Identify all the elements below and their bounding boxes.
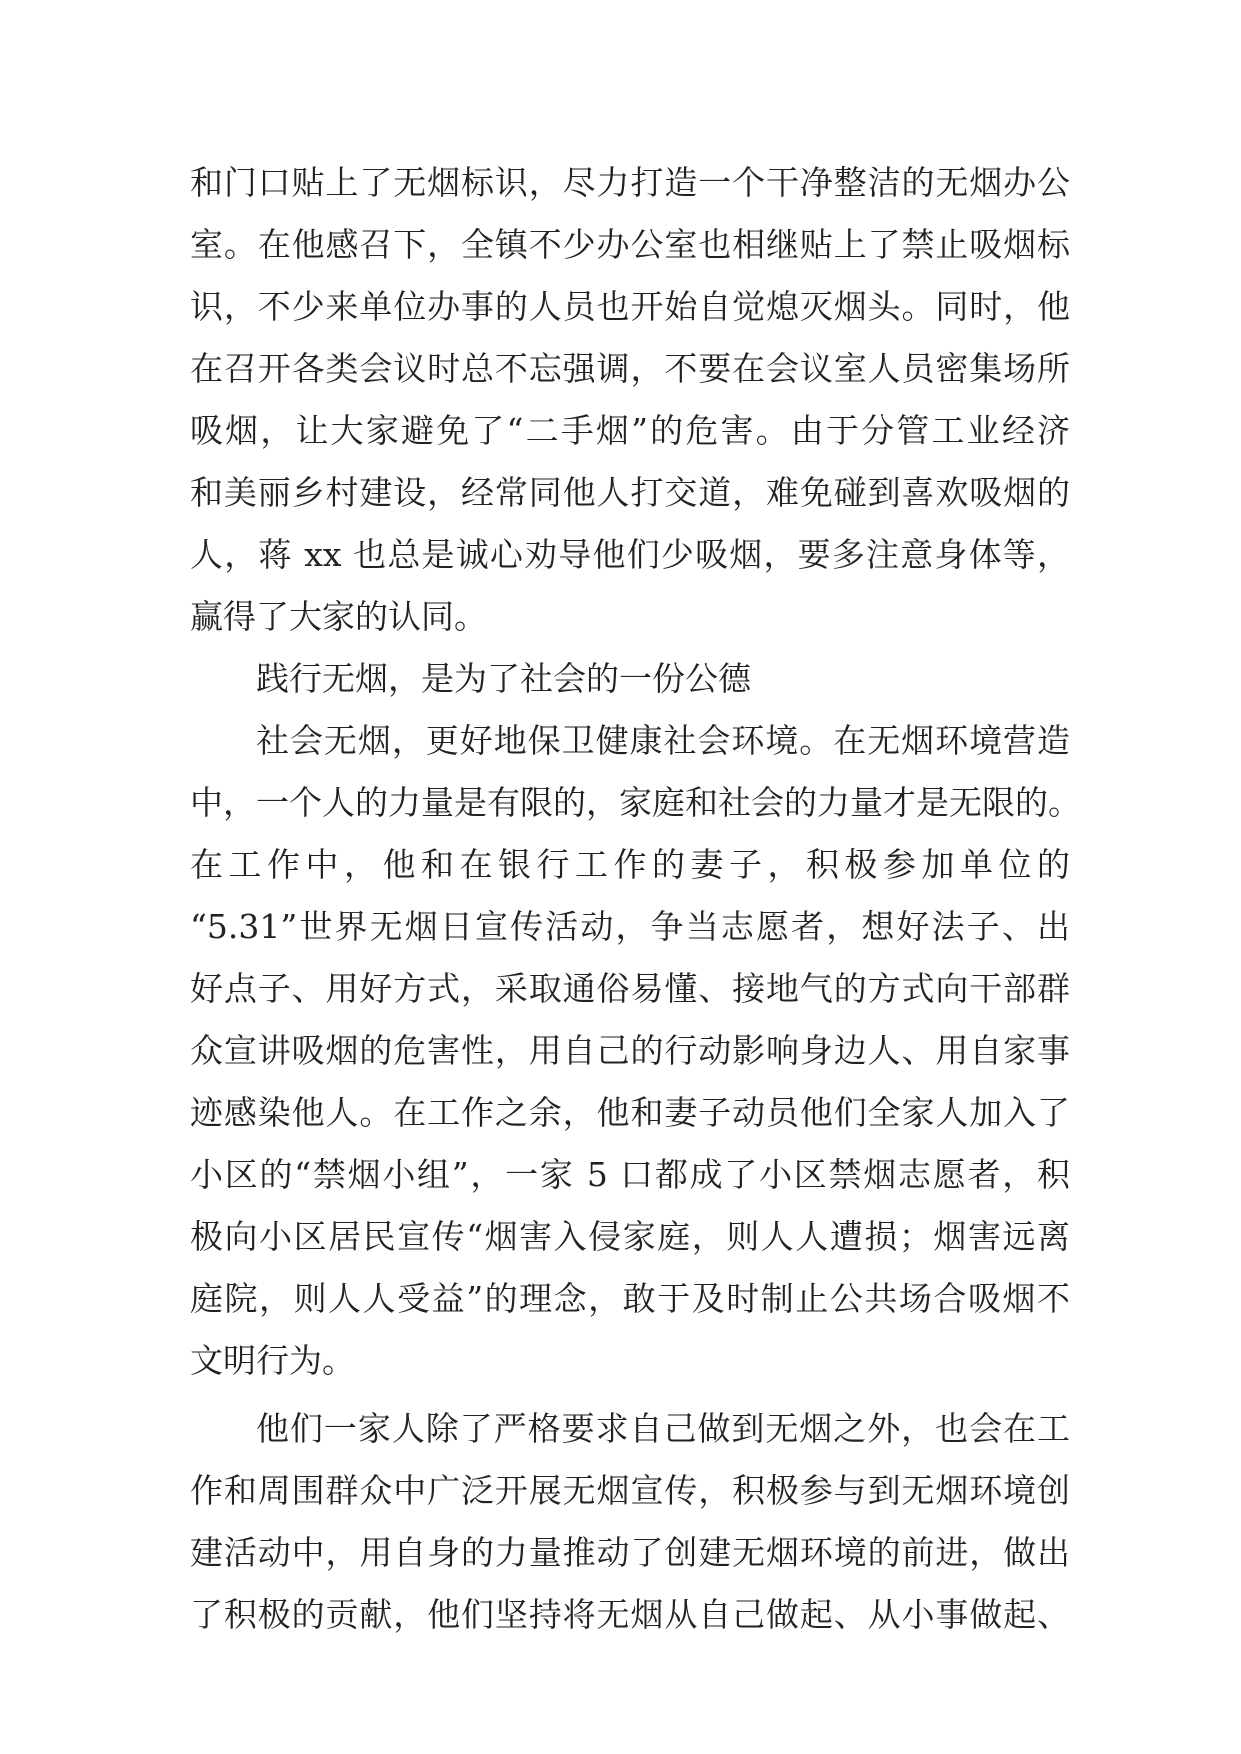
text-line: 识，不少来单位办事的人员也开始自觉熄灭烟头。同时，他 [190, 287, 1070, 326]
text-line: 和门口贴上了无烟标识，尽力打造一个干净整洁的无烟办公 [190, 163, 1070, 202]
text-line: “5.31”世界无烟日宣传活动，争当志愿者，想好法子、出 [190, 907, 1070, 946]
text-line: 建活动中，用自身的力量推动了创建无烟环境的前进，做出 [190, 1533, 1070, 1572]
text-line: 吸烟，让大家避免了“二手烟”的危害。由于分管工业经济 [190, 411, 1070, 450]
section-heading: 践行无烟，是为了社会的一份公德 [256, 659, 751, 698]
text-line: 在召开各类会议时总不忘强调，不要在会议室人员密集场所 [190, 349, 1070, 388]
text-line: 极向小区居民宣传“烟害入侵家庭，则人人遭损；烟害远离 [190, 1217, 1070, 1256]
body-text [190, 152, 1081, 1646]
text-line: 庭院，则人人受益”的理念，敢于及时制止公共场合吸烟不 [190, 1279, 1070, 1318]
text-line: 作和周围群众中广泛开展无烟宣传，积极参与到无烟环境创 [190, 1471, 1070, 1510]
text-line: 人，蒋 xx 也总是诚心劝导他们少吸烟，要多注意身体等， [190, 535, 1070, 574]
text-line: 众宣讲吸烟的危害性，用自己的行动影响身边人、用自家事 [190, 1031, 1070, 1070]
text-line: 文明行为。 [190, 1341, 355, 1380]
text-line: 他们一家人除了严格要求自己做到无烟之外，也会在工 [256, 1409, 1070, 1448]
text-line: 小区的“禁烟小组”，一家 5 口都成了小区禁烟志愿者，积 [190, 1155, 1070, 1194]
text-line: 在工作中，他和在银行工作的妻子，积极参加单位的 [190, 845, 1070, 884]
text-line: 好点子、用好方式，采取通俗易懂、接地气的方式向干部群 [190, 969, 1070, 1008]
text-line: 了积极的贡献，他们坚持将无烟从自己做起、从小事做起、 [190, 1595, 1070, 1634]
text-line: 室。在他感召下，全镇不少办公室也相继贴上了禁止吸烟标 [190, 225, 1070, 264]
text-line: 赢得了大家的认同。 [190, 597, 487, 636]
text-line: 迹感染他人。在工作之余，他和妻子动员他们全家人加入了 [190, 1093, 1070, 1132]
text-line: 和美丽乡村建设，经常同他人打交道，难免碰到喜欢吸烟的 [190, 473, 1070, 512]
text-line: 中，一个人的力量是有限的，家庭和社会的力量才是无限的。 [190, 783, 1081, 822]
text-line: 社会无烟，更好地保卫健康社会环境。在无烟环境营造 [256, 721, 1070, 760]
